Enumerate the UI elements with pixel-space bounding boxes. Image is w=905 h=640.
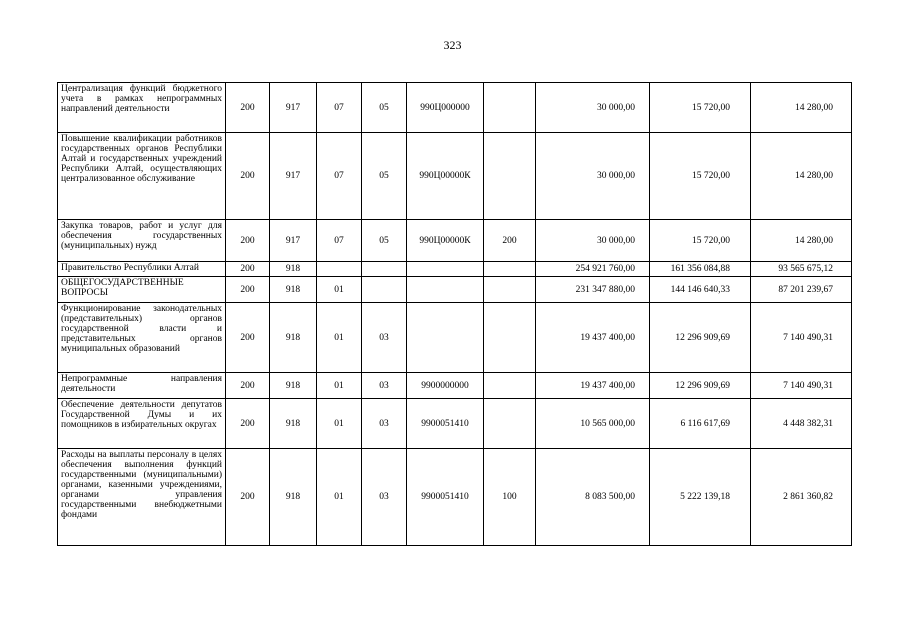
row-amount-executed: 15 720,00 [650, 83, 751, 133]
row-amount-executed: 144 146 640,33 [650, 277, 751, 303]
row-code-grbs: 918 [270, 277, 317, 303]
row-code-grbs: 917 [270, 83, 317, 133]
table-row [58, 83, 852, 133]
row-name: ОБЩЕГОСУДАРСТВЕННЫЕ ВОПРОСЫ [58, 277, 226, 303]
row-code-section: 07 [317, 133, 362, 220]
row-code-section: 01 [317, 303, 362, 373]
row-code-expense-type: 200 [484, 220, 536, 262]
row-code-expense-type [484, 399, 536, 449]
row-code-ministry: 200 [226, 133, 270, 220]
row-code-grbs: 918 [270, 449, 317, 546]
row-amount-remaining: 7 140 490,31 [751, 303, 852, 373]
row-code-grbs: 917 [270, 133, 317, 220]
row-code-subsection: 03 [362, 303, 407, 373]
budget-table [57, 82, 852, 546]
row-amount-remaining: 2 861 360,82 [751, 449, 852, 546]
table-row [58, 303, 852, 373]
row-code-expense-type [484, 303, 536, 373]
row-code-ministry: 200 [226, 83, 270, 133]
row-amount-executed: 15 720,00 [650, 133, 751, 220]
row-name: Расходы на выплаты персоналу в целях обеспечения выполнения функций государственными (муниципальными) органами, казенными учреждениями, органами управления государственными внебюджетными фондами [58, 449, 226, 546]
row-amount-executed: 12 296 909,69 [650, 373, 751, 399]
table-row [58, 373, 852, 399]
row-amount-plan: 8 083 500,00 [536, 449, 650, 546]
row-code-target: 990Ц00000К [407, 220, 484, 262]
row-amount-plan: 231 347 880,00 [536, 277, 650, 303]
row-code-section: 01 [317, 373, 362, 399]
row-code-ministry: 200 [226, 399, 270, 449]
row-amount-plan: 254 921 760,00 [536, 262, 650, 277]
row-amount-remaining: 14 280,00 [751, 83, 852, 133]
row-amount-remaining: 14 280,00 [751, 220, 852, 262]
row-amount-remaining: 14 280,00 [751, 133, 852, 220]
row-amount-executed: 5 222 139,18 [650, 449, 751, 546]
row-code-target: 9900051410 [407, 449, 484, 546]
row-code-section [317, 262, 362, 277]
row-code-target [407, 303, 484, 373]
row-amount-plan: 19 437 400,00 [536, 373, 650, 399]
row-code-target [407, 277, 484, 303]
row-amount-plan: 30 000,00 [536, 83, 650, 133]
row-code-grbs: 918 [270, 399, 317, 449]
row-code-target [407, 262, 484, 277]
row-amount-executed: 161 356 084,88 [650, 262, 751, 277]
row-name: Правительство Республики Алтай [58, 262, 226, 277]
row-code-subsection: 03 [362, 399, 407, 449]
row-code-target: 9900000000 [407, 373, 484, 399]
row-code-expense-type [484, 262, 536, 277]
row-code-expense-type [484, 373, 536, 399]
row-code-subsection [362, 277, 407, 303]
row-code-grbs: 918 [270, 373, 317, 399]
page-number: 323 [443, 38, 462, 52]
row-code-ministry: 200 [226, 449, 270, 546]
row-code-subsection: 05 [362, 83, 407, 133]
row-amount-remaining: 7 140 490,31 [751, 373, 852, 399]
row-code-subsection: 03 [362, 373, 407, 399]
row-code-target: 990Ц000000 [407, 83, 484, 133]
row-code-section: 01 [317, 277, 362, 303]
row-code-expense-type [484, 277, 536, 303]
row-code-expense-type: 100 [484, 449, 536, 546]
row-amount-executed: 6 116 617,69 [650, 399, 751, 449]
row-code-ministry: 200 [226, 277, 270, 303]
row-amount-executed: 12 296 909,69 [650, 303, 751, 373]
table-row [58, 262, 852, 277]
row-amount-plan: 19 437 400,00 [536, 303, 650, 373]
row-amount-plan: 30 000,00 [536, 220, 650, 262]
row-amount-plan: 30 000,00 [536, 133, 650, 220]
row-code-ministry: 200 [226, 220, 270, 262]
row-code-subsection: 05 [362, 220, 407, 262]
row-code-ministry: 200 [226, 303, 270, 373]
row-code-grbs: 917 [270, 220, 317, 262]
row-amount-executed: 15 720,00 [650, 220, 751, 262]
row-name: Централизация функций бюджетного учета в рамках непрограммных направлений деятельности [58, 83, 226, 133]
row-amount-plan: 10 565 000,00 [536, 399, 650, 449]
row-code-section: 07 [317, 220, 362, 262]
row-name: Обеспечение деятельности депутатов Государственной Думы и их помощников в избирательных округах [58, 399, 226, 449]
row-amount-remaining: 87 201 239,67 [751, 277, 852, 303]
table-row [58, 133, 852, 220]
table-row [58, 399, 852, 449]
table-row [58, 449, 852, 546]
row-code-expense-type [484, 133, 536, 220]
row-code-subsection: 03 [362, 449, 407, 546]
row-amount-remaining: 93 565 675,12 [751, 262, 852, 277]
table-row [58, 277, 852, 303]
row-code-section: 01 [317, 449, 362, 546]
row-name: Непрограммные направления деятельности [58, 373, 226, 399]
row-name: Повышение квалификации работников государственных органов Республики Алтай и государственных учреждений Республики Алтай, осуществляющих централизованное обслуживание [58, 133, 226, 220]
row-code-expense-type [484, 83, 536, 133]
row-code-grbs: 918 [270, 262, 317, 277]
row-code-grbs: 918 [270, 303, 317, 373]
row-name: Функционирование законодательных (представительных) органов государственной власти и представительных органов муниципальных образований [58, 303, 226, 373]
row-code-target: 9900051410 [407, 399, 484, 449]
row-code-ministry: 200 [226, 373, 270, 399]
row-code-section: 01 [317, 399, 362, 449]
row-code-subsection: 05 [362, 133, 407, 220]
row-code-subsection [362, 262, 407, 277]
row-code-section: 07 [317, 83, 362, 133]
row-name: Закупка товаров, работ и услуг для обеспечения государственных (муниципальных) нужд [58, 220, 226, 262]
row-code-ministry: 200 [226, 262, 270, 277]
row-code-target: 990Ц00000К [407, 133, 484, 220]
row-amount-remaining: 4 448 382,31 [751, 399, 852, 449]
table-row [58, 220, 852, 262]
